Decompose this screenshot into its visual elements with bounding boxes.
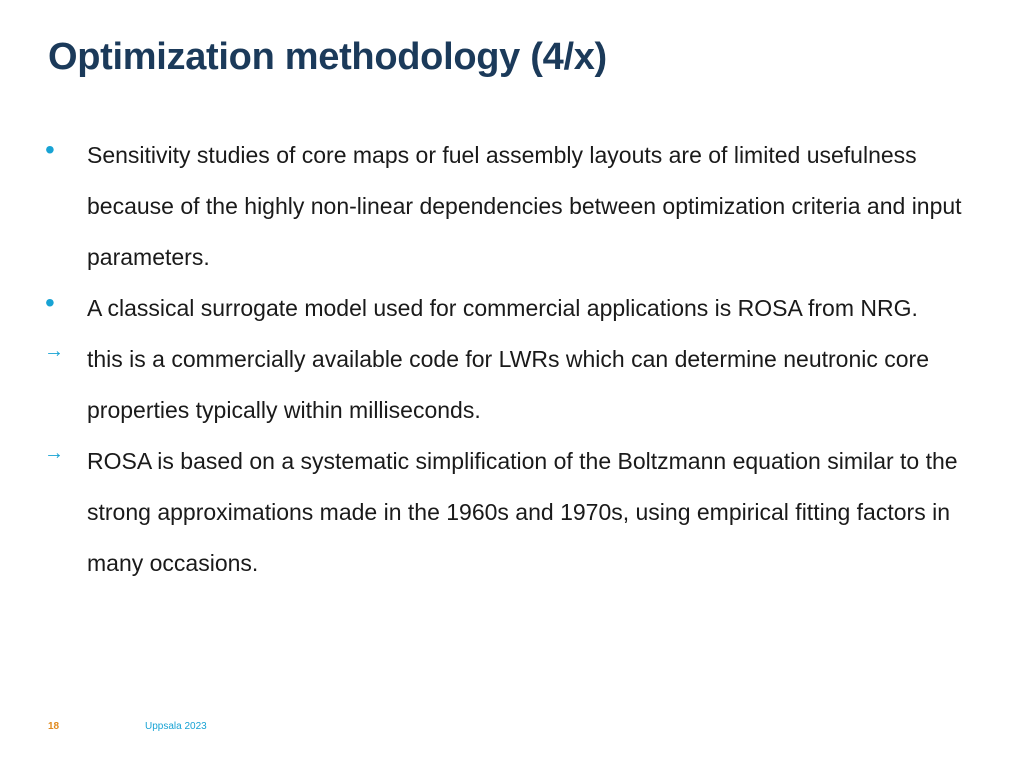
right-arrow-icon: → [44,442,64,464]
right-arrow-icon: → [44,340,64,362]
page-number: 18 [48,721,60,732]
bullet-dot-icon: • [45,134,55,165]
arrow-text: ROSA is based on a systematic simplification of the Boltzmann equation similar to the strong approximations made in the 1960s and 1970s, using empirical fitting factors in many occasions. [87,448,958,576]
bullet-dot-icon: • [45,287,55,318]
arrow-item [44,436,1004,589]
bullet-text: A classical surrogate model used for commercial applications is ROSA from NRG. [87,295,918,321]
arrow-item [44,334,1004,436]
bullet-item [44,283,1004,334]
footer-label: Uppsala 2023 [145,721,207,732]
arrow-text: this is a commercially available code for LWRs which can determine neutronic core properties typically within milliseconds. [87,346,929,423]
slide-title: Optimization methodology (4/x) [48,36,607,78]
bullet-text: Sensitivity studies of core maps or fuel assembly layouts are of limited usefulness because of the highly non-linear dependencies between optimization criteria and input parameters. [87,142,962,270]
bullet-item [44,130,1004,283]
bullet-list [44,130,1004,589]
